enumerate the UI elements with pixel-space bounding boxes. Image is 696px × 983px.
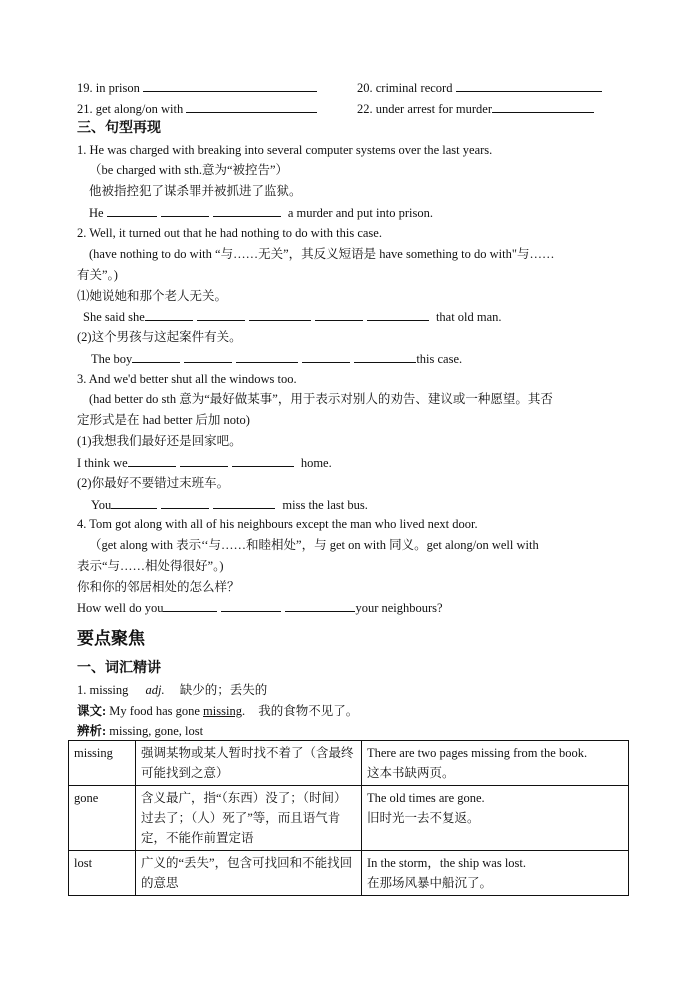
answer-blank[interactable]: [197, 307, 245, 321]
answer-blank[interactable]: [492, 99, 594, 113]
table-cell-example: In the storm，the ship was lost. 在那场风暴中船沉了。: [362, 851, 629, 896]
vocab-item-21: [77, 99, 321, 118]
sentence-4-exercise: How well do you your neighbours?: [77, 598, 443, 617]
answer-blank[interactable]: [111, 495, 157, 509]
word-entry: 1. missing adj. 缺少的；丢失的: [77, 683, 268, 697]
focus-heading: 要点聚焦: [77, 629, 145, 648]
table-cell-description: 广义的“丢失”，包含可找回和不能找回的意思: [136, 851, 362, 896]
vocab-item-19: [77, 78, 321, 97]
sentence-2-note-line1: (have nothing to do with “与……无关”，其反义短语是 have something to do with"与……: [89, 247, 555, 261]
answer-blank[interactable]: [354, 349, 416, 363]
sentence-1-exercise: He a murder and put into prison.: [89, 203, 433, 222]
sentence-3-exercise-1: I think we home.: [77, 453, 332, 472]
table-cell-example: There are two pages missing from the book. 这本书缺两页。: [362, 741, 629, 786]
answer-blank[interactable]: [145, 307, 193, 321]
table-cell-description: 强调某物或某人暂时找不着了（含最终可能找到之意）: [136, 741, 362, 786]
answer-blank[interactable]: [180, 453, 228, 467]
sentence-2-exercise-1: She said she that old man.: [83, 307, 502, 326]
answer-blank[interactable]: [161, 495, 209, 509]
sentence-3-chinese-1: (1)我想我们最好还是回家吧。: [77, 434, 242, 448]
answer-blank[interactable]: [367, 307, 429, 321]
sentence-1-chinese: 他被指控犯了谋杀罪并被抓进了监狱。: [89, 184, 302, 198]
answer-blank[interactable]: [132, 349, 180, 363]
sentence-1-note: （be charged with sth.意为“被控告”）: [89, 163, 289, 177]
discrimination-line: 辨析: missing, gone, lost: [77, 724, 204, 738]
table-row: [69, 851, 629, 896]
answer-blank[interactable]: [302, 349, 350, 363]
answer-blank[interactable]: [232, 453, 294, 467]
sentence-3-note-line1: (had better do sth 意为“最好做某事”，用于表示对别人的劝告、建议或一种愿望。其否: [89, 392, 553, 406]
vocab-label: 21. get along/on with: [77, 102, 184, 116]
table-cell-description: 含义最广，指“（东西）没了；（时间）过去了；（人）死了”等，而且语气肯定，不能作前置定语: [136, 786, 362, 851]
sentence-2-chinese-1: ⑴她说她和那个老人无关。: [77, 289, 228, 303]
table-cell-word: gone: [69, 786, 136, 851]
answer-blank[interactable]: [213, 495, 275, 509]
answer-blank[interactable]: [249, 307, 311, 321]
answer-blank[interactable]: [221, 598, 281, 612]
vocab-label: 20. criminal record: [357, 81, 453, 95]
sentence-2-note-line2: 有关”。): [77, 268, 118, 282]
answer-blank[interactable]: [315, 307, 363, 321]
vocab-item-22: [357, 99, 598, 118]
sentence-2-chinese-2: (2)这个男孩与这起案件有关。: [77, 330, 242, 344]
sentence-1: 1. He was charged with breaking into several computer systems over the last years.: [77, 143, 493, 157]
answer-blank[interactable]: [186, 99, 317, 113]
sentence-3-exercise-2: You miss the last bus.: [91, 495, 368, 514]
sentence-4-chinese: 你和你的邻居相处的怎么样？: [77, 580, 240, 594]
text-example: 课文: My food has gone missing. 我的食物不见了。: [77, 704, 359, 718]
answer-blank[interactable]: [163, 598, 217, 612]
sentence-4-note-line2: 表示“与……相处得很好”。): [77, 559, 224, 573]
table-row: [69, 786, 629, 851]
section-title-sentences: 三、句型再现: [77, 121, 161, 136]
vocab-item-20: [357, 78, 606, 97]
answer-blank[interactable]: [128, 453, 176, 467]
table-row: [69, 741, 629, 786]
sentence-3: 3. And we'd better shut all the windows too.: [77, 372, 297, 386]
answer-blank[interactable]: [285, 598, 355, 612]
sentence-2-exercise-2: The boy this case.: [91, 349, 462, 368]
sentence-2: 2. Well, it turned out that he had nothing to do with this case.: [77, 226, 382, 240]
answer-blank[interactable]: [184, 349, 232, 363]
answer-blank[interactable]: [213, 203, 281, 217]
vocab-label: 22. under arrest for murder: [357, 102, 493, 116]
answer-blank[interactable]: [236, 349, 298, 363]
answer-blank[interactable]: [456, 78, 602, 92]
sentence-4: 4. Tom got along with all of his neighbours except the man who lived next door.: [77, 517, 478, 531]
comparison-table: [68, 740, 629, 896]
table-cell-example: The old times are gone. 旧时光一去不复返。: [362, 786, 629, 851]
table-cell-word: missing: [69, 741, 136, 786]
sentence-3-note-line2: 定形式是在 had better 后加 noto): [77, 413, 250, 427]
table-cell-word: lost: [69, 851, 136, 896]
sentence-3-chinese-2: (2)你最好不要错过末班车。: [77, 476, 230, 490]
vocab-section-title: 一、词汇精讲: [77, 661, 161, 676]
sentence-4-note-line1: （get along with 表示‘‘与……和睦相处”，与 get on with 同义。get along/on well with: [89, 538, 539, 552]
vocab-label: 19. in prison: [77, 81, 140, 95]
answer-blank[interactable]: [143, 78, 317, 92]
answer-blank[interactable]: [161, 203, 209, 217]
answer-blank[interactable]: [107, 203, 157, 217]
